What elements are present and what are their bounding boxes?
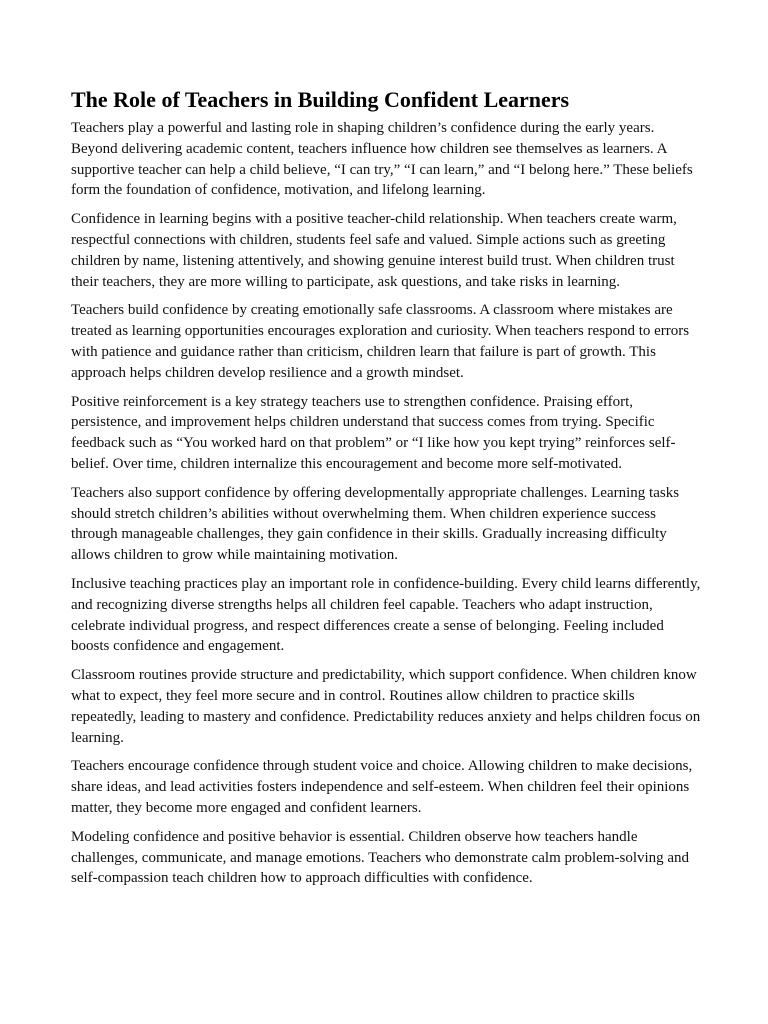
- paragraph-intro: Teachers play a powerful and lasting role in shaping children’s confidence during the early years. Beyond delivering academic content, teachers influence how children see themselves as learners. A supportive teacher can help a child believe, “I can try,” “I can learn,” and “I belong here.” These beliefs form the foundation of confidence, motivation, and lifelong learning.: [71, 120, 693, 199]
- document-page: [71, 86, 701, 897]
- paragraph-relationship: Confidence in learning begins with a positive teacher-child relationship. When teachers create warm, respectful connections with children, students feel safe and valued. Simple actions such as greeting children by name, listening attentively, and showing genuine interest build trust. When children trust their teachers, they are more willing to participate, ask questions, and take risks in learning.: [71, 211, 677, 290]
- paragraph-appropriate-challenges: Teachers also support confidence by offering developmentally appropriate challenges. Learning tasks should stretch children’s abilities without overwhelming them. When children experience success through manageable challenges, they gain confidence in their skills. Gradually increasing difficulty allows children to grow while maintaining motivation.: [71, 484, 680, 564]
- paragraph-student-voice: Teachers encourage confidence through student voice and choice. Allowing children to make decisions, share ideas, and lead activities fosters independence and self-esteem. When children feel their opinions matter, they become more engaged and confident learners.: [71, 758, 693, 816]
- document-title: The Role of Teachers in Building Confident Learners: [71, 87, 570, 112]
- paragraph-safe-classrooms: Teachers build confidence by creating emotionally safe classrooms. A classroom where mistakes are treated as learning opportunities encourages exploration and curiosity. When teachers respond to errors with patience and guidance rather than criticism, children learn that failure is part of growth. This approach helps children develop resilience and a growth mindset.: [71, 302, 690, 381]
- paragraph-positive-reinforcement: Positive reinforcement is a key strategy teachers use to strengthen confidence. Praising effort, persistence, and improvement helps children understand that success comes from trying. Specific feedback such as “You worked hard on that problem” or “I like how you kept trying” reinforces self-belief. Over time, children internalize this encouragement and become more self-motivated.: [71, 393, 676, 472]
- paragraph-inclusive-teaching: Inclusive teaching practices play an important role in confidence-building. Every child learns differently, and recognizing diverse strengths helps all children feel capable. Teachers who adapt instruction, celebrate individual progress, and respect differences create a sense of belonging. Feeling included boosts confidence and engagement.: [71, 575, 701, 655]
- paragraph-modeling-confidence: Modeling confidence and positive behavior is essential. Children observe how teachers handle challenges, communicate, and manage emotions. Teachers who demonstrate calm problem-solving and self-compassion teach children how to approach difficulties with confidence.: [71, 828, 690, 887]
- paragraph-classroom-routines: Classroom routines provide structure and predictability, which support confidence. When children know what to expect, they feel more secure and in control. Routines allow children to practice skills repeatedly, leading to mastery and confidence. Predictability reduces anxiety and helps children focus on learning.: [71, 667, 701, 746]
